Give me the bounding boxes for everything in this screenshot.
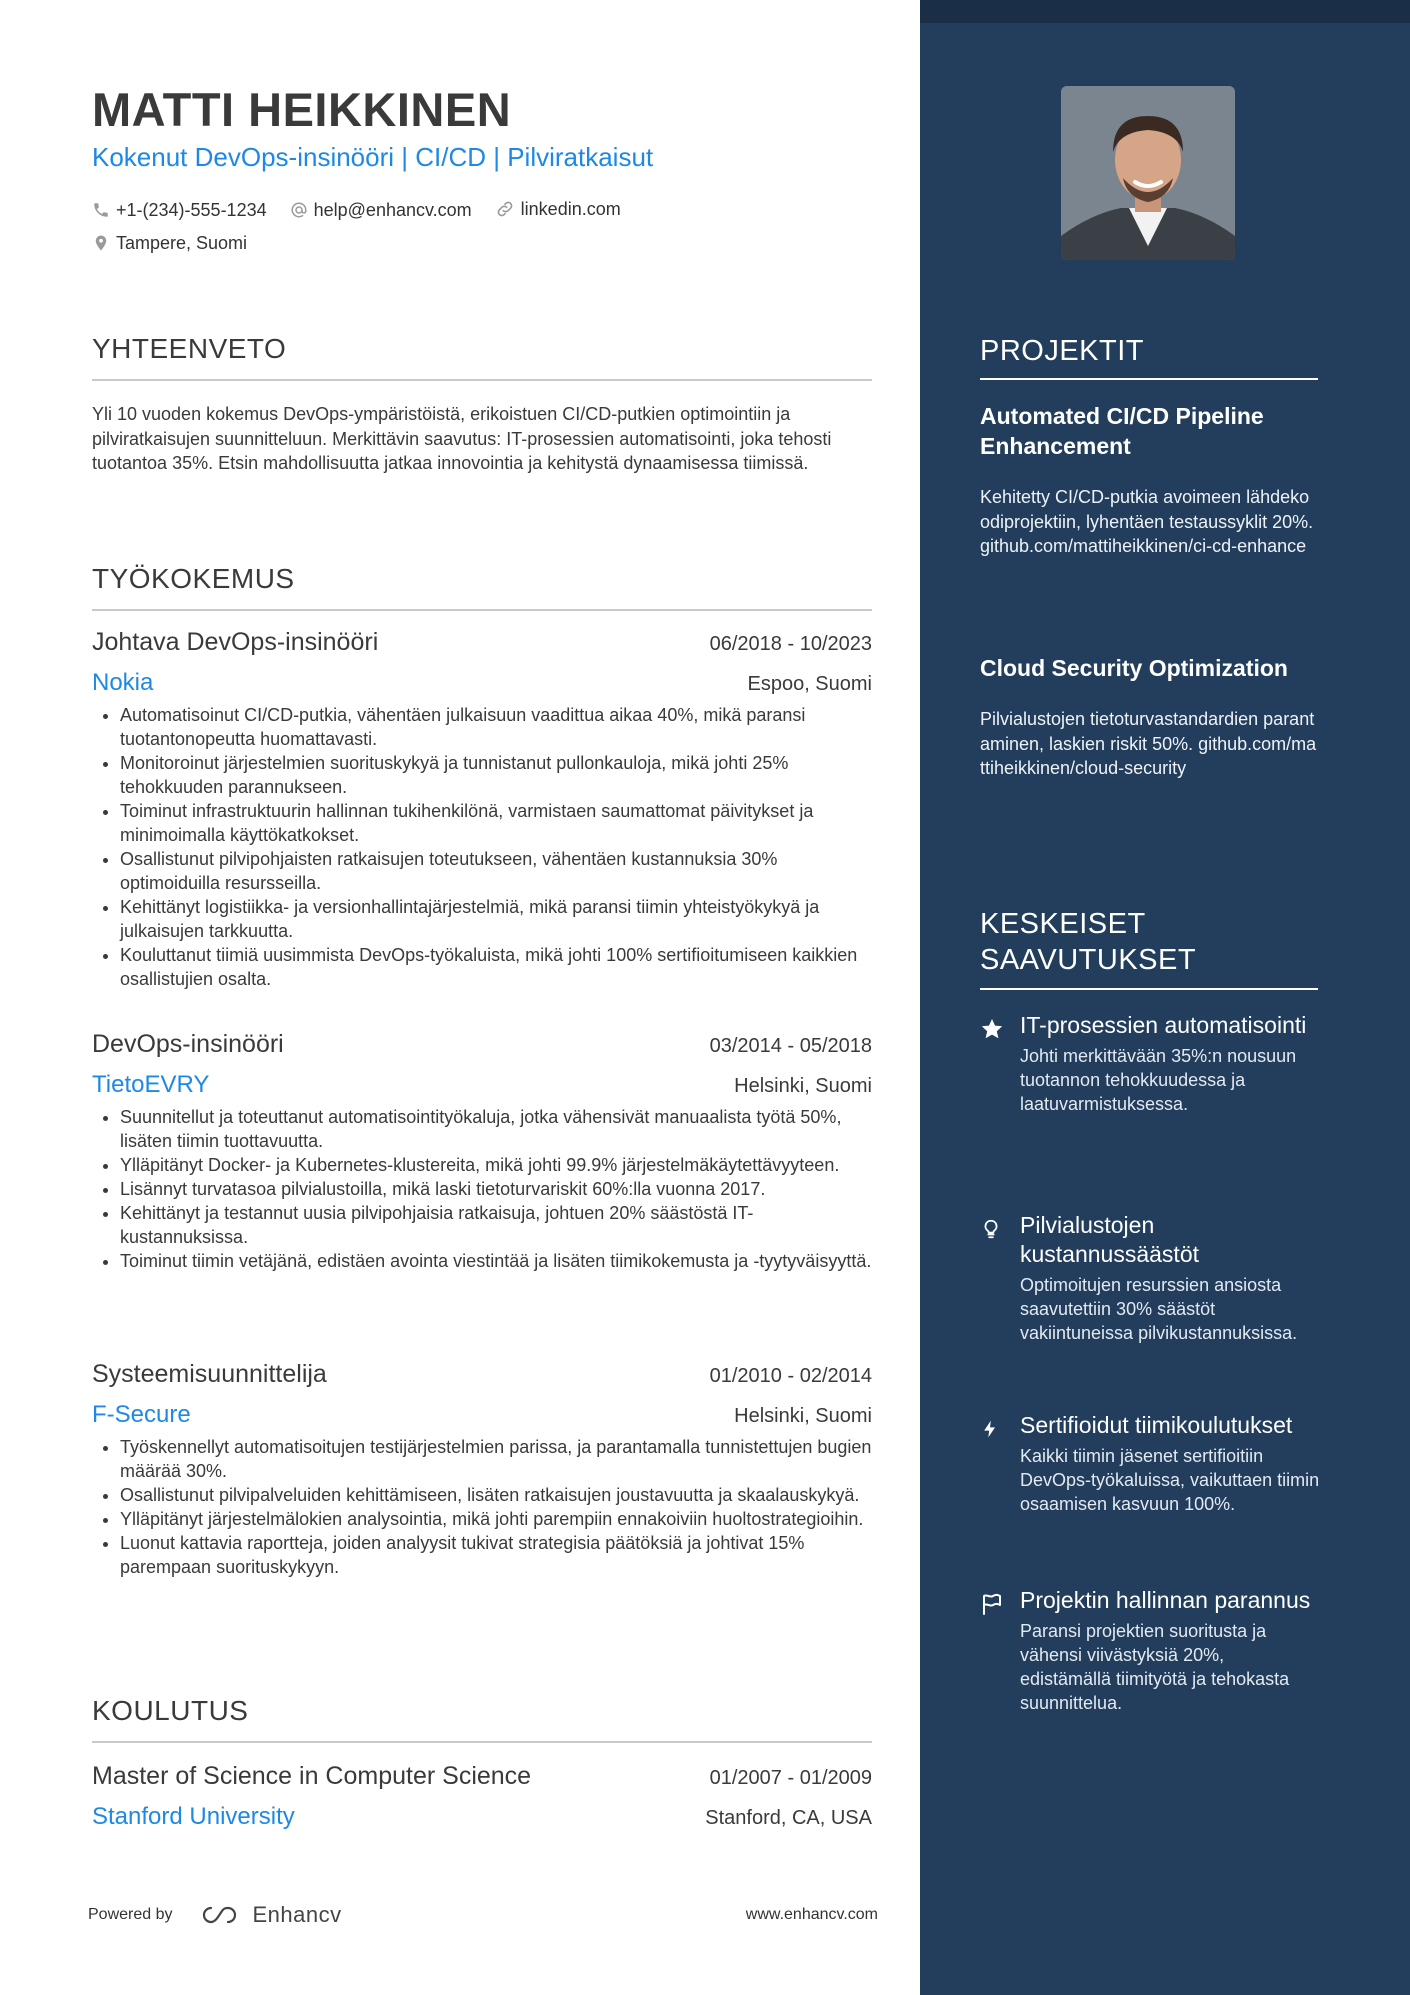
job-dates: 06/2018 - 10/2023: [709, 633, 872, 655]
contact-email[interactable]: [290, 197, 472, 223]
project-entry: [980, 401, 1318, 559]
lightbulb-icon: [980, 1217, 1002, 1241]
achievements-divider: [980, 988, 1318, 990]
job-role: Systeemisuunnittelija: [92, 1360, 327, 1388]
experience-divider: [92, 609, 872, 611]
job-bullet: • Automatisoinut CI/CD-putkia, vähentäen julkaisuun vaadittua aikaa 40%, mikä paransi tuotantonopeutta huomattavasti.: [120, 703, 872, 751]
job-role: Johtava DevOps-insinööri: [92, 628, 379, 656]
projects-divider: [980, 378, 1318, 380]
project-entry: [980, 653, 1318, 781]
education-degree: Master of Science in Computer Science: [92, 1762, 532, 1790]
job-entry: [92, 628, 872, 991]
achievement-description: Johti merkittävään 35%:n nousuun tuotannon tehokkuudessa ja laatuvarmistuksessa.: [1020, 1046, 1297, 1114]
summary-divider: [92, 379, 872, 381]
job-bullets: [92, 1105, 872, 1273]
job-bullet: • Toiminut tiimin vetäjänä, edistäen avointa viestintää ja lisäten tiimikokemusta ja -tyytyväisyyttä.: [120, 1249, 872, 1273]
job-bullet: • Osallistunut pilvipohjaisten ratkaisujen toteutukseen, vähentäen kustannuksia 30% optimoiduilla resursseilla.: [120, 847, 872, 895]
job-bullet: • Työskennellyt automatisoitujen testijärjestelmien parissa, ja parantamalla tunnistettujen bugien määrää 30%.: [120, 1435, 872, 1483]
experience-heading: TYÖKOKEMUS: [92, 563, 295, 594]
candidate-name: MATTI HEIKKINEN: [92, 83, 512, 136]
job-bullet: • Kehittänyt logistiikka- ja versionhallintajärjestelmiä, mikä paransi tiimin yhteistyökykyä ja julkaisujen tarkkuutta.: [120, 895, 872, 943]
achievement-entry: [980, 1411, 1320, 1516]
achievement-entry: [980, 1011, 1320, 1116]
job-dates: 03/2014 - 05/2018: [709, 1035, 872, 1057]
sidebar-top-band: [920, 0, 1410, 23]
job-entry: [92, 1360, 872, 1579]
education-heading: KOULUTUS: [92, 1695, 249, 1726]
projects-heading: PROJEKTIT: [980, 335, 1145, 367]
job-entry: [92, 1030, 872, 1273]
job-bullet: • Luonut kattavia raportteja, joiden analyysit tukivat strategisia päätöksiä ja johtivat 15% parempaan suorituskykyyn.: [120, 1531, 872, 1579]
star-icon: [980, 1017, 1004, 1041]
link-icon: [495, 199, 515, 219]
job-location: Helsinki, Suomi: [734, 1075, 872, 1097]
education-entry: [92, 1762, 872, 1831]
linkedin-text: linkedin.com: [520, 198, 621, 219]
achievement-title: Pilvialustojen kustannussäästöt: [1020, 1212, 1200, 1267]
job-company[interactable]: Nokia: [92, 669, 154, 696]
achievements-heading-line1: KESKEISET: [980, 908, 1146, 940]
location-pin-icon: [92, 233, 110, 253]
achievement-description: Kaikki tiimin jäsenet sertifioitiin DevOps-työkaluissa, vaikuttaen tiimin osaamisen kasvuun 100%.: [1020, 1446, 1320, 1514]
brand-text: Enhancv: [252, 1902, 342, 1927]
job-role: DevOps-insinööri: [92, 1030, 284, 1058]
achievement-title: IT-prosessien automatisointi: [1020, 1012, 1307, 1038]
phone-text: +1-(234)-555-1234: [116, 199, 267, 220]
job-bullet: • Monitoroinut järjestelmien suorituskykyä ja tunnistanut pullonkauloja, mikä johti 25% tehokkuuden parannukseen.: [120, 751, 872, 799]
job-bullet: • Osallistunut pilvipalveluiden kehittämiseen, lisäten ratkaisujen joustavuutta ja skaalauskykyä.: [120, 1483, 872, 1507]
achievements-heading: [980, 906, 1196, 978]
job-company[interactable]: TietoEVRY: [92, 1071, 210, 1098]
phone-icon: [92, 201, 110, 219]
achievement-description: Paransi projektien suoritusta ja vähensi viivästyksiä 20%, edistämällä tiimityötä ja tehokasta suunnittelua.: [1020, 1621, 1290, 1713]
email-text: help@enhancv.com: [313, 199, 472, 220]
project-description: Kehitetty CI/CD-putkia avoimeen lähdekoodiprojektiin, lyhentäen testaussyklit 20%. github.com/mattiheikkinen/ci-cd-enhance: [980, 487, 1314, 556]
job-company[interactable]: F-Secure: [92, 1401, 191, 1428]
job-bullet: • Lisännyt turvatasoa pilvialustoilla, mikä laski tietoturvariskit 60%:lla vuonna 2017.: [120, 1177, 872, 1201]
project-title: Automated CI/CD Pipeline Enhancement: [980, 403, 1264, 459]
avatar-icon: [1061, 86, 1235, 260]
job-location: Espoo, Suomi: [747, 673, 872, 695]
achievement-description: Optimoitujen resurssien ansiosta saavutettiin 30% säästöt vakiintuneissa pilvikustannuksissa.: [1020, 1275, 1298, 1343]
job-bullet: • Kouluttanut tiimiä uusimmista DevOps-työkaluista, mikä johti 100% sertifioitumiseen kaikkien osallistujien osalta.: [120, 943, 872, 991]
project-description: Pilvialustojen tietoturvastandardien parantaminen, laskien riskit 50%. github.com/mattiheikkinen/cloud-security: [980, 709, 1317, 778]
lightning-icon: [980, 1417, 1000, 1441]
contact-linkedin[interactable]: [495, 196, 621, 222]
contact-phone[interactable]: [92, 197, 267, 223]
enhancv-logo[interactable]: [197, 1902, 342, 1928]
education-divider: [92, 1741, 872, 1743]
contact-location: [92, 230, 247, 256]
education-location: Stanford, CA, USA: [705, 1807, 872, 1829]
profile-photo: [1061, 86, 1235, 260]
candidate-title: Kokenut DevOps-insinööri | CI/CD | Pilviratkaisut: [92, 142, 654, 172]
flag-icon: [980, 1592, 1004, 1616]
achievement-entry: [980, 1586, 1320, 1715]
job-dates: 01/2010 - 02/2014: [709, 1365, 872, 1387]
achievement-entry: [980, 1211, 1320, 1345]
job-bullets: [92, 1435, 872, 1579]
education-school[interactable]: Stanford University: [92, 1803, 295, 1830]
at-icon: [290, 201, 308, 219]
job-bullet: • Ylläpitänyt Docker- ja Kubernetes-klustereita, mikä johti 99.9% järjestelmäkäytettävyyteen.: [120, 1153, 872, 1177]
achievements-heading-line2: SAAVUTUKSET: [980, 944, 1197, 976]
summary-heading: YHTEENVETO: [92, 333, 287, 364]
summary-text: Yli 10 vuoden kokemus DevOps-ympäristöistä, erikoistuen CI/CD-putkien optimointiin ja pilviratkaisujen suunnitteluun. Merkittävin saavutus: IT-prosessien automatisointi, joka tehosti tuotantoa 35%. Etsin mahdollisuutta jatkaa innovointia ja kehitystä dynaamisessa tiimissä.: [92, 404, 832, 473]
job-bullet: • Suunnitellut ja toteuttanut automatisointityökaluja, jotka vähensivät manuaalista työtä 50%, lisäten tiimin tuottavuutta.: [120, 1105, 872, 1153]
job-bullet: • Kehittänyt ja testannut uusia pilvipohjaisia ratkaisuja, johtuen 20% säästöstä IT-kustannuksissa.: [120, 1201, 872, 1249]
job-bullets: [92, 703, 872, 991]
job-bullet: • Toiminut infrastruktuurin hallinnan tukihenkilönä, varmistaen saumattomat päivitykset ja minimoimalla käyttökatkokset.: [120, 799, 872, 847]
powered-by-text: Powered by: [88, 1906, 173, 1923]
contact-info: [92, 196, 892, 258]
education-dates: 01/2007 - 01/2009: [709, 1767, 872, 1789]
project-title: Cloud Security Optimization: [980, 655, 1288, 681]
footer: [88, 1902, 878, 1928]
enhancv-logo-icon: [197, 1903, 245, 1927]
achievement-title: Projektin hallinnan parannus: [1020, 1587, 1311, 1613]
job-location: Helsinki, Suomi: [734, 1405, 872, 1427]
achievement-title: Sertifioidut tiimikoulutukset: [1020, 1412, 1293, 1438]
job-bullet: • Ylläpitänyt järjestelmälokien analysointia, mikä johti parempiin ennakoiviin huoltostrategioihin.: [120, 1507, 872, 1531]
location-text: Tampere, Suomi: [116, 232, 248, 253]
footer-url[interactable]: www.enhancv.com: [745, 1906, 878, 1923]
